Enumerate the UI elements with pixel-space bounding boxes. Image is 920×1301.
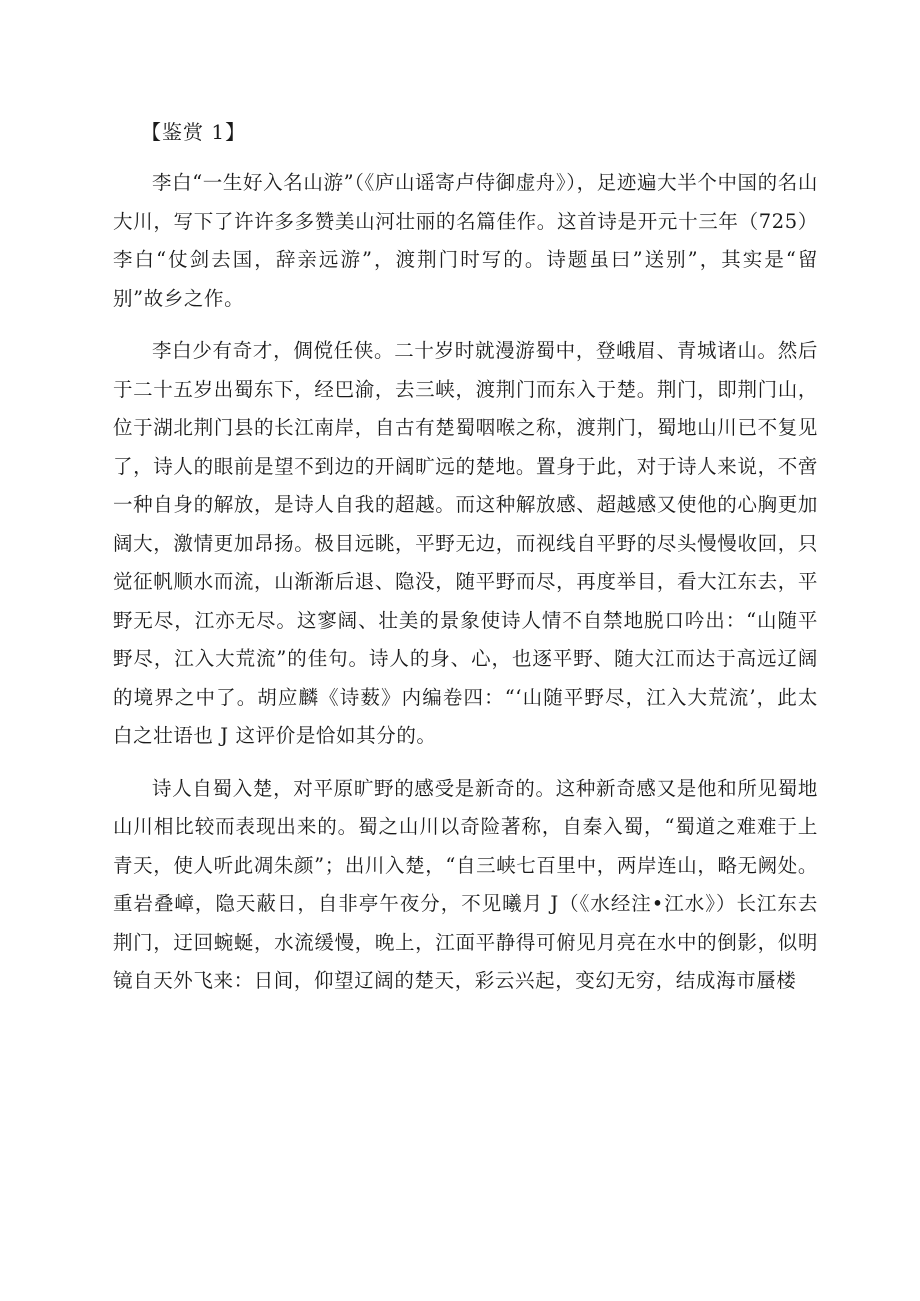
- paragraph-1: 李白“一生好入名山游”（《庐山谣寄卢侍御虚舟》），足迹遍大半个中国的名山大川，写下了许许多多赞美山河壮丽的名篇佳作。这首诗是开元十三年（725）李白“仗剑去国，辞亲远游”，渡荆门时写的。诗题虽曰”送别”，其实是“留别”故乡之作。: [113, 171, 818, 310]
- document-page: [113, 112, 818, 1001]
- paragraph-2: 李白少有奇才，倜傥任侠。二十岁时就漫游蜀中，登峨眉、青城诸山。然后于二十五岁出蜀东下，经巴渝，去三峡，渡荆门而东入于楚。荆门，即荆门山，位于湖北荆门县的长江南岸，自古有楚蜀咽喉之称，渡荆门，蜀地山川已不复见了，诗人的眼前是望不到边的开阔旷远的楚地。置身于此，对于诗人来说，不啻一种自身的解放，是诗人自我的超越。而这种解放感、超越感又使他的心胸更加阔大，激情更加昂扬。极目远眺，平野无边，而视线自平野的尽头慢慢收回，只觉征帆顺水而流，山渐渐后退、隐没，随平野而尽，再度举目，看大江东去，平野无尽，江亦无尽。这寥阔、壮美的景象使诗人情不自禁地脱口吟出：“山随平野尽，江入大荒流”的佳句。诗人的身、心，也逐平野、随大江而达于高远辽阔的境界之中了。胡应麟《诗薮》内编卷四：“‘山随平野尽，江入大荒流’，此太白之壮语也 J 这评价是恰如其分的。: [113, 339, 818, 747]
- paragraph-3: 诗人自蜀入楚，对平原旷野的感受是新奇的。这种新奇感又是他和所见蜀地山川相比较而表现出来的。蜀之山川以奇险著称，自秦入蜀，“蜀道之难难于上青天，使人听此凋朱颜”；出川入楚，“自三峡七百里中，两岸连山，略无阙处。重岩叠嶂，隐天蔽日，自非亭午夜分，不见曦月 J（《水经注•江水》）长江东去荆门，迂回蜿蜒，水流缓慢，晚上，江面平静得可俯见月亮在水中的倒影，似明镜自天外飞来：日间，仰望辽阔的楚天，彩云兴起，变幻无穷，结成海市蜃楼: [113, 776, 818, 992]
- section-heading: 【鉴赏 1】: [141, 120, 247, 144]
